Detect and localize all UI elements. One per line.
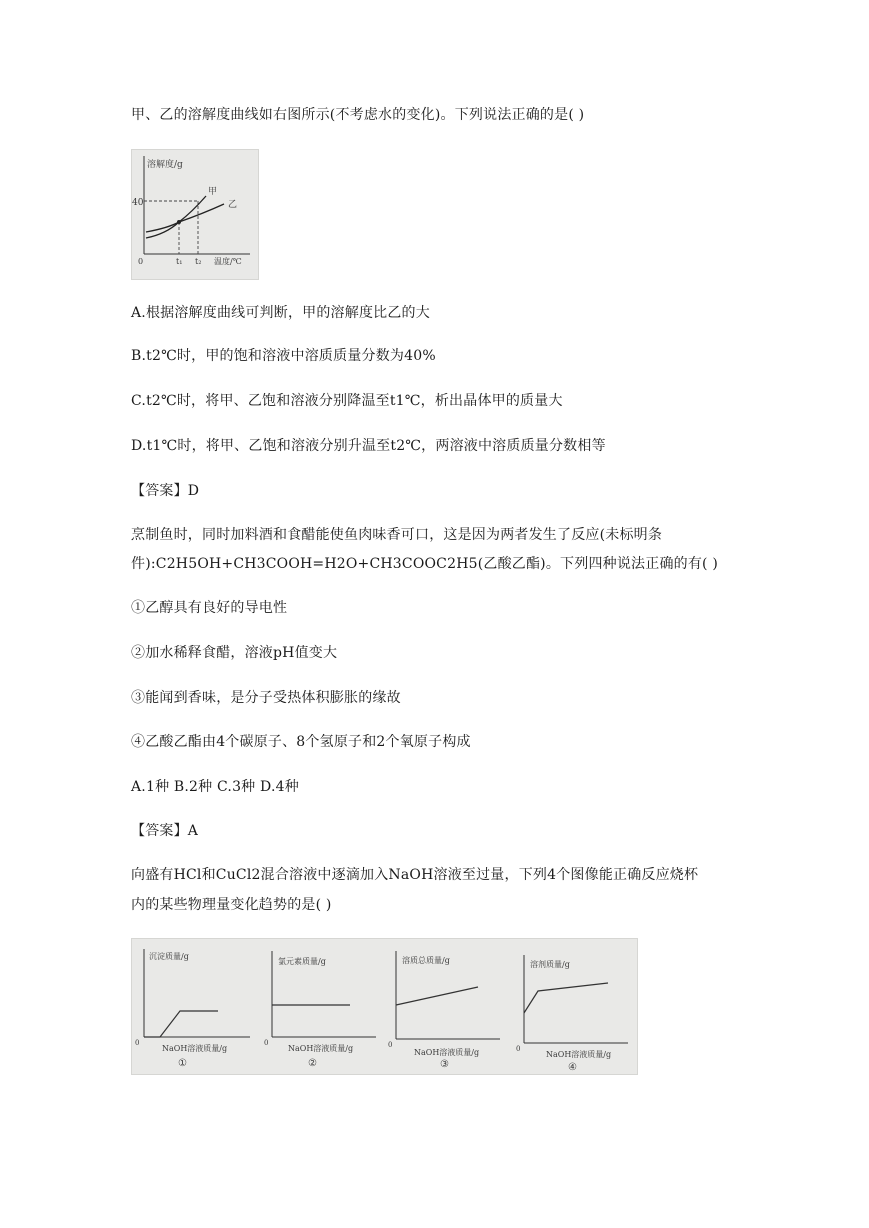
y-axis-label: 溶解度/g: [147, 160, 183, 170]
t2-label: t₂: [195, 257, 202, 266]
graph2-xlabel: NaOH溶液质量/g: [288, 1044, 354, 1053]
four-graphs-figure: [131, 938, 638, 1075]
q1-option-b: B.t2℃时，甲的饱和溶液中溶质质量分数为40%: [131, 348, 436, 364]
graph2-origin: 0: [264, 1039, 269, 1047]
q3-stem-line1: 向盛有HCl和CuCl2混合溶液中逐滴加入NaOH溶液至过量，下列4个图像能正确反应烧杯: [131, 867, 699, 883]
solubility-curve-svg: [132, 150, 258, 279]
q1-answer: 【答案】D: [131, 483, 200, 499]
intersection-point: [177, 220, 181, 224]
graph-3: [388, 951, 500, 1070]
q2-stem-line1: 烹制鱼时，同时加料酒和食醋能使鱼肉味香可口，这是因为两者发生了反应(未标明条: [131, 527, 663, 543]
q2-statement-3: ③能闻到香味，是分子受热体积膨胀的缘故: [131, 690, 401, 706]
origin-label: 0: [138, 257, 144, 266]
graph-4: [516, 955, 628, 1073]
series-yi-label: 乙: [228, 200, 238, 210]
x-axis-label: 温度/℃: [214, 257, 242, 266]
graph1-ylabel: 沉淀质量/g: [149, 952, 189, 961]
graph1-xlabel: NaOH溶液质量/g: [162, 1044, 228, 1053]
series-jia-label: 甲: [208, 187, 218, 197]
graph3-xlabel: NaOH溶液质量/g: [414, 1048, 480, 1057]
graph1-curve: [144, 1011, 218, 1037]
q1-option-a: A.根据溶解度曲线可判断，甲的溶解度比乙的大: [131, 305, 430, 321]
q1-option-c: C.t2℃时，将甲、乙饱和溶液分别降温至t1℃，析出晶体甲的质量大: [131, 393, 563, 409]
q1-option-d: D.t1℃时，将甲、乙饱和溶液分别升温至t2℃，两溶液中溶质质量分数相等: [131, 438, 606, 454]
graph3-curve: [396, 987, 478, 1005]
curve-yi: [146, 204, 224, 238]
q2-options: A.1种 B.2种 C.3种 D.4种: [131, 779, 299, 795]
graph3-number: ③: [440, 1059, 449, 1070]
y-tick-40: 40: [132, 198, 144, 208]
graph-1: [135, 949, 250, 1069]
graph1-origin: 0: [135, 1039, 140, 1047]
q2-statement-2: ②加水稀释食醋，溶液pH值变大: [131, 645, 338, 661]
q1-stem: 甲、乙的溶解度曲线如右图所示(不考虑水的变化)。下列说法正确的是( ): [131, 107, 585, 123]
graph1-number: ①: [178, 1058, 187, 1069]
graph-2: [264, 951, 376, 1069]
graph2-number: ②: [308, 1058, 317, 1069]
q2-answer: 【答案】A: [131, 823, 199, 839]
graph4-curve: [524, 983, 608, 1013]
graph4-ylabel: 溶剂质量/g: [530, 960, 570, 969]
graph4-xlabel: NaOH溶液质量/g: [546, 1050, 612, 1059]
q2-stem-line2: 件):C2H5OH+CH3COOH=H2O+CH3COOC2H5(乙酸乙酯)。下列四种说法正确的有( ): [131, 556, 719, 572]
t1-label: t₁: [176, 257, 183, 266]
graph3-origin: 0: [388, 1041, 393, 1049]
graph2-ylabel: 氯元素质量/g: [278, 957, 326, 966]
q2-statement-4: ④乙酸乙酯由4个碳原子、8个氢原子和2个氧原子构成: [131, 734, 471, 750]
graph4-number: ④: [568, 1062, 577, 1073]
q2-statement-1: ①乙醇具有良好的导电性: [131, 600, 288, 616]
four-graphs-svg: [132, 939, 637, 1074]
q3-stem-line2: 内的某些物理量变化趋势的是( ): [131, 897, 332, 913]
graph3-ylabel: 溶质总质量/g: [402, 956, 450, 965]
graph4-origin: 0: [516, 1045, 521, 1053]
solubility-curve-figure: [131, 149, 259, 280]
